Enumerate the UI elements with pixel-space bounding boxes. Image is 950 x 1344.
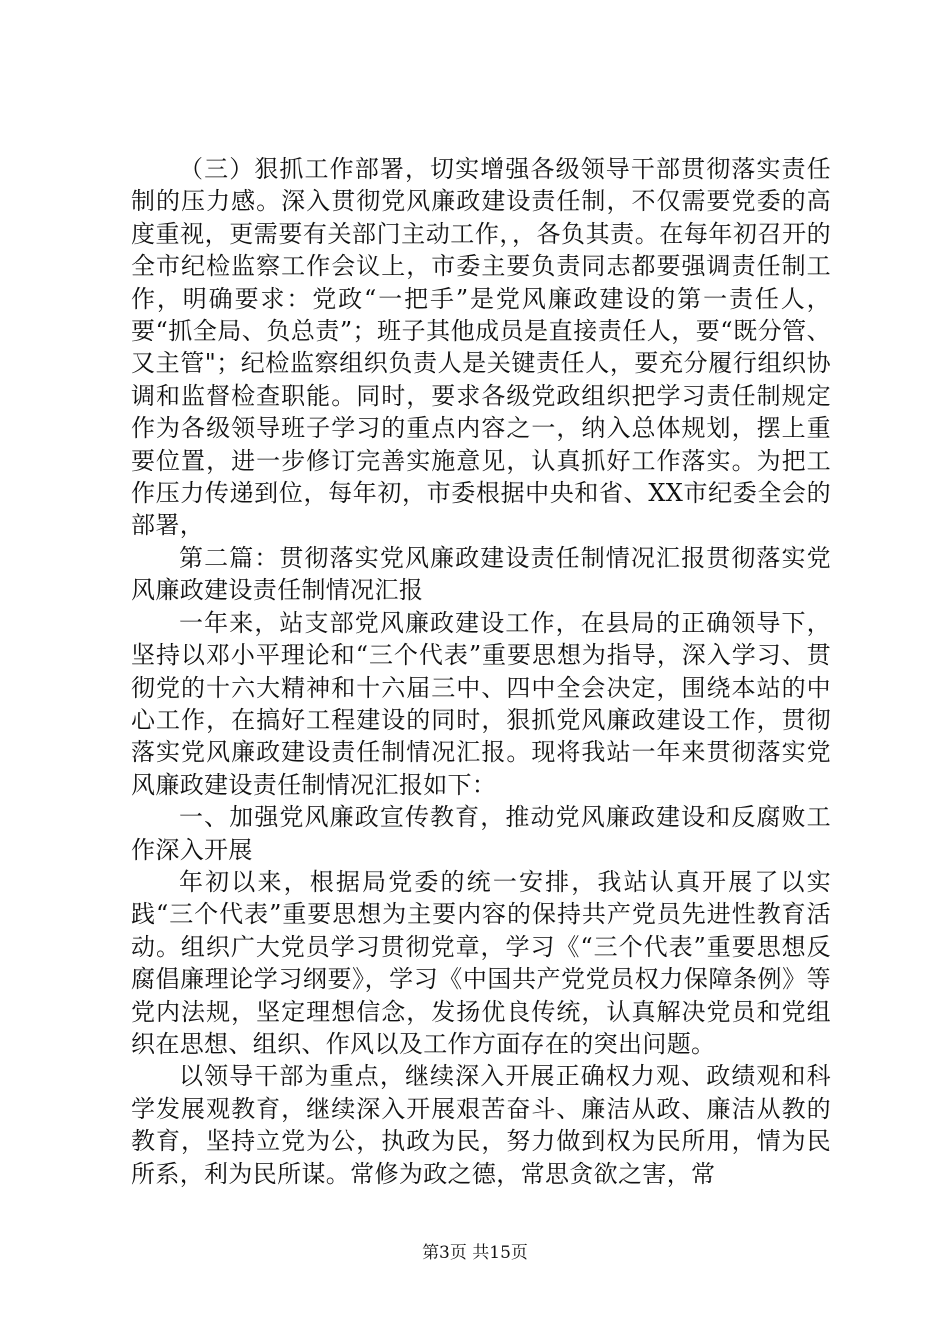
paragraph-chapter-two-title: 第二篇：贯彻落实党风廉政建设责任制情况汇报贯彻落实党风廉政建设责任制情况汇报 (131, 543, 831, 605)
page-number-footer: 第3页 共15页 (422, 1243, 528, 1263)
document-body (131, 153, 831, 1190)
paragraph-section-three: （三）狠抓工作部署，切实增强各级领导干部贯彻落实责任制的压力感。深入贯彻党风廉政建设责任制，不仅需要党委的高度重视，更需要有关部门主动工作，，各负其责。在每年初召开的全市纪检监察工作会议上，市委主要负责同志都要强调责任制工作，明确要求：党政“一把手”是党风廉政建设的第一责任人，要“抓全局、负总责”；班子其他成员是直接责任人，要“既分管、又主管"；纪检监察组织负责人是关键责任人，要充分履行组织协调和监督检查职能。同时，要求各级党政组织把学习责任制规定作为各级领导班子学习的重点内容之一，纳入总体规划，摆上重要位置，进一步修订完善实施意见，认真抓好工作落实。为把工作压力传递到位，每年初，市委根据中央和省、XX市纪委全会的部署， (131, 155, 831, 540)
paragraph-year-summary: 一年来，站支部党风廉政建设工作，在县局的正确领导下，坚持以邓小平理论和“三个代表”重要思想为指导，深入学习、贯彻党的十六大精神和十六届三中、四中全会决定，围绕本站的中心工作，在搞好工程建设的同时，狠抓党风廉政建设工作，贯彻落实党风廉政建设责任制情况汇报。现将我站一年来贯彻落实党风廉政建设责任制情况汇报如下： (131, 608, 831, 799)
paragraph-education-activities: 年初以来，根据局党委的统一安排，我站认真开展了以实践“三个代表”重要思想为主要内容的保持共产党员先进性教育活动。组织广大党员学习贯彻党章，学习《“三个代表”重要思想反腐倡廉理论学习纲要》，学习《中国共产党党员权力保障条例》等党内法规，坚定理想信念，发扬优良传统，认真解决党员和党组织在思想、组织、作风以及工作方面存在的突出问题。 (131, 867, 831, 1058)
paragraph-leadership-focus: 以领导干部为重点，继续深入开展正确权力观、政绩观和科学发展观教育，继续深入开展艰苦奋斗、廉洁从政、廉洁从教的教育，坚持立党为公，执政为民，努力做到权为民所用，情为民所系，利为民所谋。常修为政之德，常思贪欲之害，常 (131, 1062, 831, 1188)
paragraph-heading-one: 一、加强党风廉政宣传教育，推动党风廉政建设和反腐败工作深入开展 (131, 803, 831, 864)
